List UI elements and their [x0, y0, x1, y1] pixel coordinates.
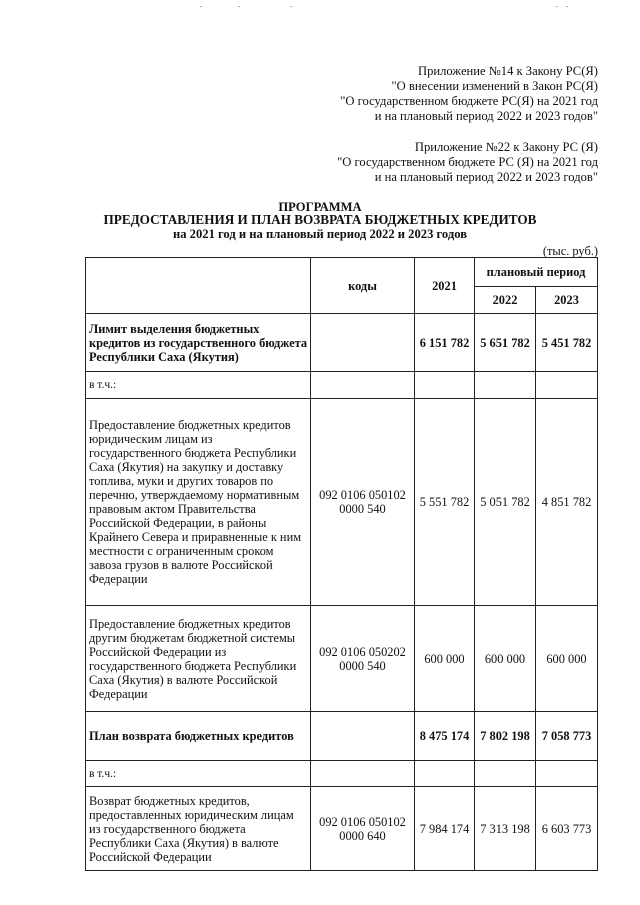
- appendix-1-line-2: "О внесении изменений в Закон РС(Я): [391, 79, 598, 93]
- row-value-2022: 7 313 198: [475, 787, 536, 871]
- table-row: [86, 761, 598, 787]
- row-code: [311, 712, 415, 761]
- appendix-2-line-2: "О государственном бюджете РС (Я) на 2021 год: [337, 155, 598, 169]
- table-row: [86, 787, 598, 871]
- row-name: Предоставление бюджетных кредитов юридическим лицам из государственного бюджета Республики Саха (Якутия) на закупку и доставку топлива, муки и других товаров по перечню, утверждаемому нормативным правовым актом Правительства Российской Федерации, в районы Крайнего Севера и приравненные к ним местности с ограниченным сроком завоза грузов в валюте Российской Федерации: [86, 399, 311, 606]
- appendix-2-line-3: и на плановый период 2022 и 2023 годов": [374, 170, 598, 184]
- appendix-reference-1: [340, 64, 598, 124]
- row-code: [311, 372, 415, 399]
- row-value-2023: 5 451 782: [536, 314, 598, 372]
- row-code: [311, 314, 415, 372]
- row-value-2022: 600 000: [475, 606, 536, 712]
- header-year-2022: 2022: [475, 287, 536, 314]
- table-row: [86, 314, 598, 372]
- row-code: [311, 761, 415, 787]
- header-name-cell: [86, 258, 311, 314]
- row-value-2023: [536, 761, 598, 787]
- row-value-2021: 5 551 782: [415, 399, 475, 606]
- row-value-2022: [475, 761, 536, 787]
- appendix-2-line-1: Приложение №22 к Закону РС (Я): [414, 140, 598, 154]
- document-title-line-3: на 2021 год и на плановый период 2022 и 2023 годов: [172, 227, 468, 241]
- row-name: Предоставление бюджетных кредитов другим бюджетам бюджетной системы Российской Федерации из государственного бюджета Республики Саха (Якутия) в валюте Российской Федерации: [86, 606, 311, 712]
- row-name: Лимит выделения бюджетных кредитов из государственного бюджета Республики Саха (Якутия): [86, 314, 311, 372]
- appendix-reference-2: [337, 140, 598, 185]
- appendix-1-line-1: Приложение №14 к Закону РС(Я): [418, 64, 598, 78]
- row-name: Возврат бюджетных кредитов, предоставленных юридическим лицам из государственного бюджета Республики Саха (Якутия) в валюте Российской Федерации: [86, 787, 311, 871]
- row-name: в т.ч.:: [86, 372, 311, 399]
- table-row: [86, 606, 598, 712]
- row-value-2023: 4 851 782: [536, 399, 598, 606]
- row-value-2023: 600 000: [536, 606, 598, 712]
- row-value-2023: 6 603 773: [536, 787, 598, 871]
- row-value-2021: [415, 372, 475, 399]
- row-value-2022: 7 802 198: [475, 712, 536, 761]
- row-code: 092 0106 050102 0000 540: [311, 399, 415, 606]
- header-year-2021: 2021: [415, 258, 475, 314]
- row-value-2021: 6 151 782: [415, 314, 475, 372]
- row-value-2022: 5 651 782: [475, 314, 536, 372]
- appendix-1-line-3: "О государственном бюджете РС(Я) на 2021 год: [340, 94, 598, 108]
- document-title-line-2: ПРЕДОСТАВЛЕНИЯ И ПЛАН ВОЗВРАТА БЮДЖЕТНЫХ КРЕДИТОВ: [103, 212, 537, 227]
- table-row: [86, 372, 598, 399]
- row-name: План возврата бюджетных кредитов: [86, 712, 311, 761]
- row-value-2021: [415, 761, 475, 787]
- row-value-2021: 8 475 174: [415, 712, 475, 761]
- table-row: [86, 399, 598, 606]
- header-planned-period: плановый период: [475, 258, 598, 287]
- row-value-2022: 5 051 782: [475, 399, 536, 606]
- row-value-2023: [536, 372, 598, 399]
- units-label: (тыс. руб.): [542, 244, 598, 258]
- row-code: 092 0106 050102 0000 640: [311, 787, 415, 871]
- document-title-line-1: ПРОГРАММА: [278, 200, 362, 214]
- row-name: в т.ч.:: [86, 761, 311, 787]
- row-value-2021: 7 984 174: [415, 787, 475, 871]
- row-value-2023: 7 058 773: [536, 712, 598, 761]
- row-value-2022: [475, 372, 536, 399]
- row-value-2021: 600 000: [415, 606, 475, 712]
- row-code: 092 0106 050202 0000 540: [311, 606, 415, 712]
- header-codes: коды: [311, 258, 415, 314]
- budget-credits-table: [85, 257, 598, 871]
- scan-artifacts: [0, 6, 640, 12]
- header-year-2023: 2023: [536, 287, 598, 314]
- table-row: [86, 712, 598, 761]
- appendix-1-line-4: и на плановый период 2022 и 2023 годов": [374, 109, 598, 123]
